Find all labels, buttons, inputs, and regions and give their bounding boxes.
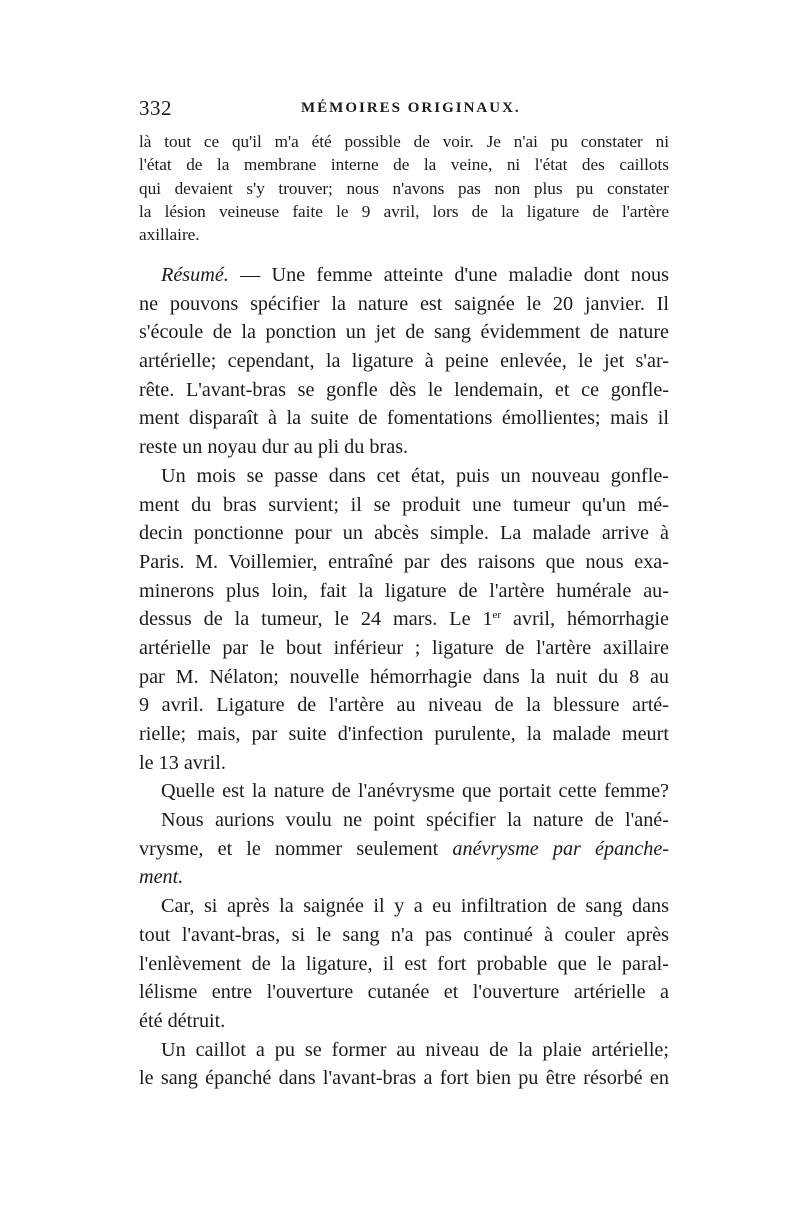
text-line: decin ponctionne pour un abcès simple. La malade arrive à — [139, 522, 669, 545]
text-line: 9 avril. Ligature de l'artère au niveau de la blessure arté- — [139, 694, 669, 717]
text-line: ment du bras survient; il se produit une tumeur qu'un mé- — [139, 493, 669, 516]
text-line: Paris. M. Voillemier, entraîné par des raisons que nous exa- — [139, 550, 669, 573]
text-line: Un caillot a pu se former au niveau de la plaie artérielle; — [161, 1038, 669, 1061]
text-line: reste un noyau dur au pli du bras. — [139, 436, 409, 459]
text-segment: dessus de la tumeur, le 24 mars. Le 1 — [139, 608, 493, 631]
text-line — [139, 835, 669, 864]
text-line — [139, 863, 669, 892]
page-header — [139, 96, 669, 122]
running-title: MÉMOIRES ORIGINAUX. — [301, 100, 521, 116]
text-line: Quelle est la nature de l'anévrysme que portait cette femme? — [161, 780, 669, 803]
text-line: l'enlèvement de la ligature, il est fort probable que le paral- — [139, 952, 669, 975]
text-line: par M. Nélaton; nouvelle hémorrhagie dans la nuit du 8 au — [139, 665, 669, 688]
text-line: rielle; mais, par suite d'infection purulente, la malade meurt — [139, 723, 669, 745]
text-line: le 13 avril. — [139, 751, 226, 774]
intro-paragraph — [139, 130, 669, 246]
text-line: été détruit. — [139, 1009, 226, 1032]
text-line: axillaire. — [139, 225, 200, 245]
text-line: là tout ce qu'il m'a été possible de voir. Je n'ai pu constater ni — [139, 132, 669, 151]
text-line: rête. L'avant-bras se gonfle dès le lendemain, et ce gonfle- — [139, 378, 669, 401]
text-line: ment disparaît à la suite de fomentations émollientes; mais il — [139, 407, 669, 430]
text-line: Car, si après la saignée il y a eu infiltration de sang dans — [161, 895, 669, 918]
text-line: artérielle; cependant, la ligature à peine enlevée, le jet s'ar- — [139, 350, 669, 373]
italic-term: ment. — [139, 866, 184, 889]
text-line: Un mois se passe dans cet état, puis un nouveau gonfle- — [161, 464, 669, 487]
page-number: 332 — [139, 96, 172, 120]
resume-paragraph — [139, 261, 669, 1093]
text-line: s'écoule de la ponction un jet de sang évidemment de nature — [139, 321, 669, 344]
italic-term: anévrysme par épanche- — [452, 837, 670, 860]
text-line: minerons plus loin, fait la ligature de l'artère humérale au- — [139, 579, 669, 602]
text-line: le sang épanché dans l'avant-bras a fort bien pu être résorbé en — [139, 1067, 669, 1090]
text-line — [139, 261, 669, 290]
text-line: la lésion veineuse faite le 9 avril, lors de la ligature de l'artère — [139, 201, 669, 221]
resume-heading: Résumé. — [161, 264, 229, 286]
text-segment: avril, hémorrhagie — [501, 608, 669, 631]
text-line: artérielle par le bout inférieur ; ligature de l'artère axillaire — [139, 636, 669, 659]
text-line: ne pouvons spécifier la nature est saignée le 20 janvier. Il — [139, 292, 669, 315]
resume-first-line: — Une femme atteinte d'une maladie dont nous — [228, 264, 669, 286]
text-line: lélisme entre l'ouverture cutanée et l'ouverture artérielle a — [139, 981, 669, 1004]
superscript: er — [492, 609, 502, 622]
text-line: qui devaient s'y trouver; nous n'avons pas non plus pu constater — [139, 178, 669, 198]
text-segment: vrysme, et le nommer seulement — [139, 837, 453, 860]
text-line: l'état de la membrane interne de la veine, ni l'état des caillots — [139, 155, 669, 175]
text-line: Nous aurions voulu ne point spécifier la nature de l'ané- — [161, 809, 669, 832]
text-line: tout l'avant-bras, si le sang n'a pas continué à couler après — [139, 923, 669, 946]
text-line — [139, 605, 669, 634]
